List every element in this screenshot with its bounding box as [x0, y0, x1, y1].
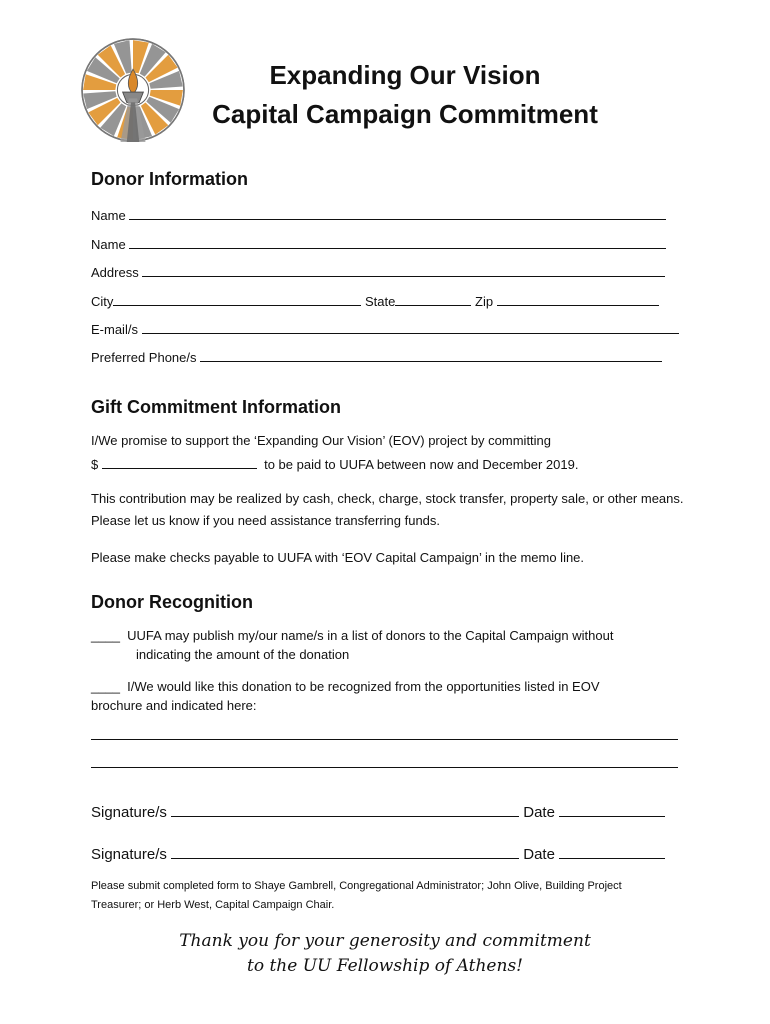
email-field[interactable] — [142, 320, 679, 334]
city-field[interactable] — [113, 292, 361, 306]
contribution-text: This contribution may be realized by cash, check, charge, stock transfer, property sale, or other means. Please let us know if you need assistance transferring funds. — [91, 491, 684, 528]
signature1-label: Signature/s — [91, 804, 167, 821]
city-label: City — [91, 294, 114, 309]
zip-label: Zip — [475, 294, 494, 309]
signature2-field[interactable] — [171, 843, 519, 859]
promise-text: I/We promise to support the ‘Expanding Our Vision’ (EOV) project by committing — [91, 433, 552, 448]
option2-row — [91, 679, 600, 694]
amount-field[interactable] — [102, 455, 257, 469]
option1-row — [91, 628, 613, 643]
phone-field[interactable] — [200, 348, 662, 362]
signature2-label: Signature/s — [91, 846, 167, 863]
signature1-field[interactable] — [171, 801, 519, 817]
chalice-sunburst-logo-icon — [81, 38, 185, 142]
page-subtitle: Capital Campaign Commitment — [212, 99, 598, 129]
option2-blank[interactable]: ____ — [91, 679, 120, 694]
signature2-row — [91, 843, 665, 863]
recognition-line-1[interactable] — [91, 739, 678, 740]
city-row — [91, 292, 659, 309]
name1-label: Name — [91, 208, 126, 223]
address-row — [91, 263, 665, 280]
zip-field[interactable] — [497, 292, 659, 306]
state-field[interactable] — [395, 292, 471, 306]
name2-label: Name — [91, 237, 126, 252]
date1-field[interactable] — [559, 801, 665, 817]
option1-text: UUFA may publish my/our name/s in a list of donors to the Capital Campaign without — [127, 628, 614, 643]
date2-label: Date — [523, 846, 555, 863]
email-label: E-mail/s — [91, 322, 138, 337]
submit-text: Please submit completed form to Shaye Gambrell, Congregational Administrator; John Olive, Building Project Treasurer; or Herb West, Capital Campaign Chair. — [91, 880, 622, 911]
donor-info-heading: Donor Information — [91, 169, 248, 189]
gift-heading: Gift Commitment Information — [91, 397, 341, 417]
option1-text2: indicating the amount of the donation — [136, 647, 350, 662]
checks-text: Please make checks payable to UUFA with ‘EOV Capital Campaign’ in the memo line. — [91, 550, 585, 565]
dollar-sign: $ — [91, 457, 99, 472]
address-field[interactable] — [142, 263, 665, 277]
thanks-line-1: Thank you for your generosity and commitment — [179, 931, 591, 951]
date2-field[interactable] — [559, 843, 665, 859]
email-row — [91, 320, 679, 337]
recognition-heading: Donor Recognition — [91, 592, 253, 612]
phone-row — [91, 348, 662, 365]
amount-row — [91, 455, 578, 472]
page-title: Expanding Our Vision — [269, 60, 541, 90]
signature1-row — [91, 801, 665, 821]
option2-text2: brochure and indicated here: — [91, 698, 257, 713]
thanks-line-2: to the UU Fellowship of Athens! — [246, 956, 523, 976]
option1-blank[interactable]: ____ — [91, 628, 120, 643]
state-label: State — [365, 294, 396, 309]
name2-row — [91, 235, 666, 252]
phone-label: Preferred Phone/s — [91, 350, 197, 365]
option2-text: I/We would like this donation to be recognized from the opportunities listed in EOV — [127, 679, 600, 694]
name1-field[interactable] — [129, 206, 666, 220]
name2-field[interactable] — [129, 235, 666, 249]
date1-label: Date — [523, 804, 555, 821]
address-label: Address — [91, 265, 139, 280]
name1-row — [91, 206, 666, 223]
recognition-line-2[interactable] — [91, 767, 678, 768]
paid-text: to be paid to UUFA between now and December 2019. — [264, 457, 579, 472]
